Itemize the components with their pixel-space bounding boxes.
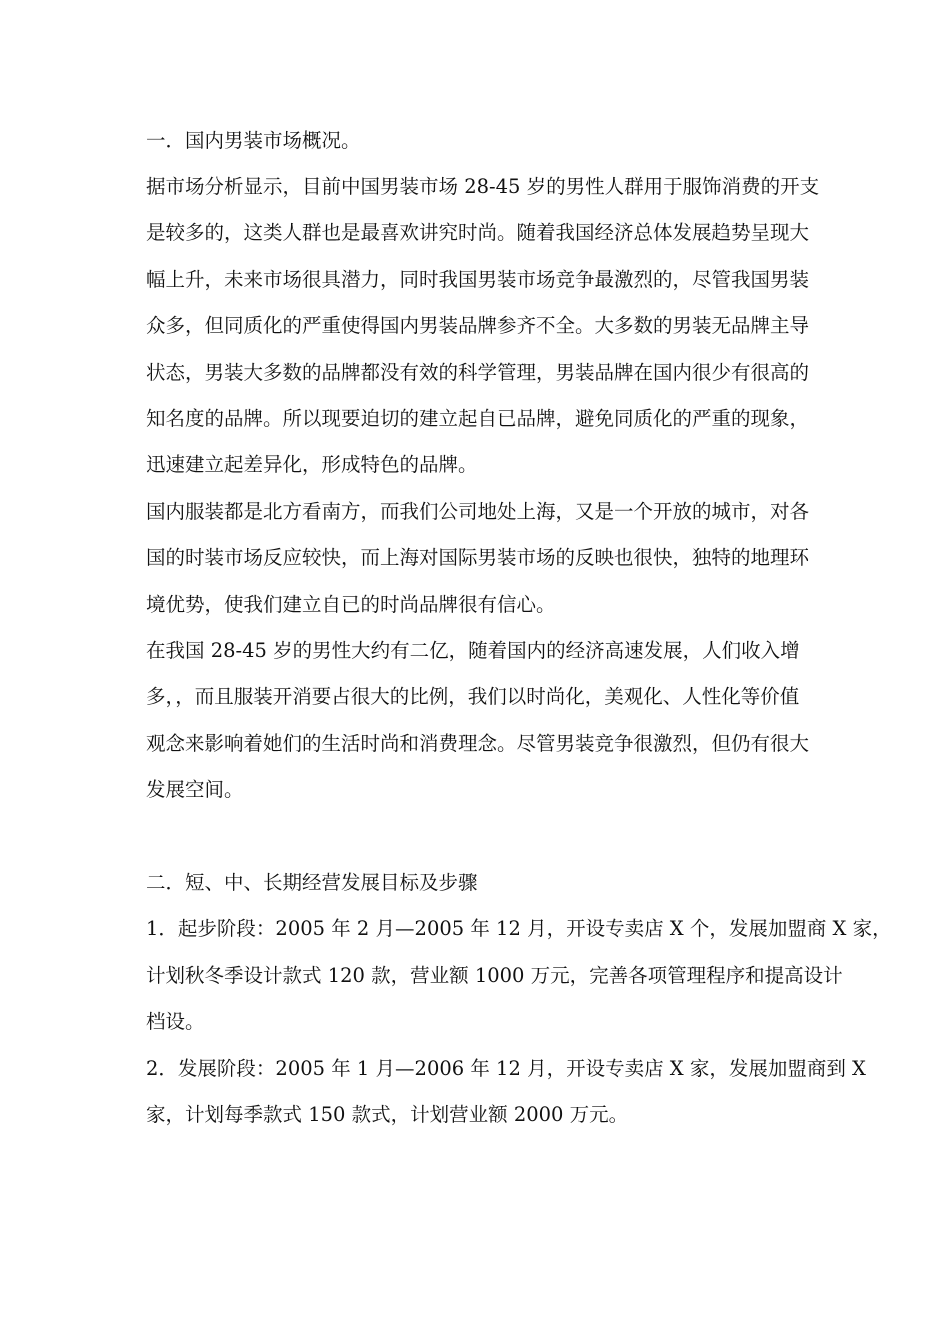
section1-para1-line: 迅速建立起差异化，形成特色的品牌。 (146, 453, 478, 476)
section1-para1-line: 众多，但同质化的严重使得国内男装品牌参齐不全。大多数的男装无品牌主导 (146, 314, 810, 337)
section1-para3-line: 在我国 28-45 岁的男性大约有二亿，随着国内的经济高速发展，人们收入增 (146, 639, 800, 662)
section1-para1-line: 状态，男装大多数的品牌都没有效的科学管理，男装品牌在国内很少有很高的 (146, 361, 810, 384)
section1-para2-line: 国内服装都是北方看南方，而我们公司地处上海，又是一个开放的城市，对各 (146, 500, 810, 523)
section1-heading: 一．国内男装市场概况。 (146, 129, 361, 152)
section1-para2-line: 境优势，使我们建立自已的时尚品牌很有信心。 (146, 593, 556, 616)
section2-item1-line: 档设。 (146, 1010, 205, 1033)
section1-para1-line: 知名度的品牌。所以现要迫切的建立起自已品牌，避免同质化的严重的现象， (146, 407, 810, 430)
section2-heading: 二．短、中、长期经营发展目标及步骤 (146, 871, 478, 894)
section2-item1-line: 计划秋冬季设计款式 120 款，营业额 1000 万元，完善各项管理程序和提高设计 (146, 964, 843, 987)
section2-item1-line: 1．起步阶段：2005 年 2 月—2005 年 12 月，开设专卖店 X 个，发展加盟商 X 家， (146, 917, 892, 940)
section2-item2-line: 家，计划每季款式 150 款式，计划营业额 2000 万元。 (146, 1103, 629, 1126)
section1-para3-line: 多，，而且服装开消要占很大的比例，我们以时尚化，美观化、人性化等价值 (146, 685, 800, 708)
section2-item2-line: 2．发展阶段：2005 年 1 月—2006 年 12 月，开设专卖店 X 家，发展加盟商到 X (146, 1057, 866, 1080)
section1-para1-line: 据市场分析显示，目前中国男装市场 28-45 岁的男性人群用于服饰消费的开支 (146, 175, 820, 198)
section1-para1-line: 是较多的，这类人群也是最喜欢讲究时尚。随着我国经济总体发展趋势呈现大 (146, 221, 810, 244)
section1-para3-line: 发展空间。 (146, 778, 244, 801)
section1-para2-line: 国的时装市场反应较快，而上海对国际男装市场的反映也很快，独特的地理环 (146, 546, 810, 569)
section1-para1-line: 幅上升，未来市场很具潜力，同时我国男装市场竞争最激烈的，尽管我国男装 (146, 268, 810, 291)
section1-para3-line: 观念来影响着她们的生活时尚和消费理念。尽管男装竞争很激烈，但仍有很大 (146, 732, 810, 755)
